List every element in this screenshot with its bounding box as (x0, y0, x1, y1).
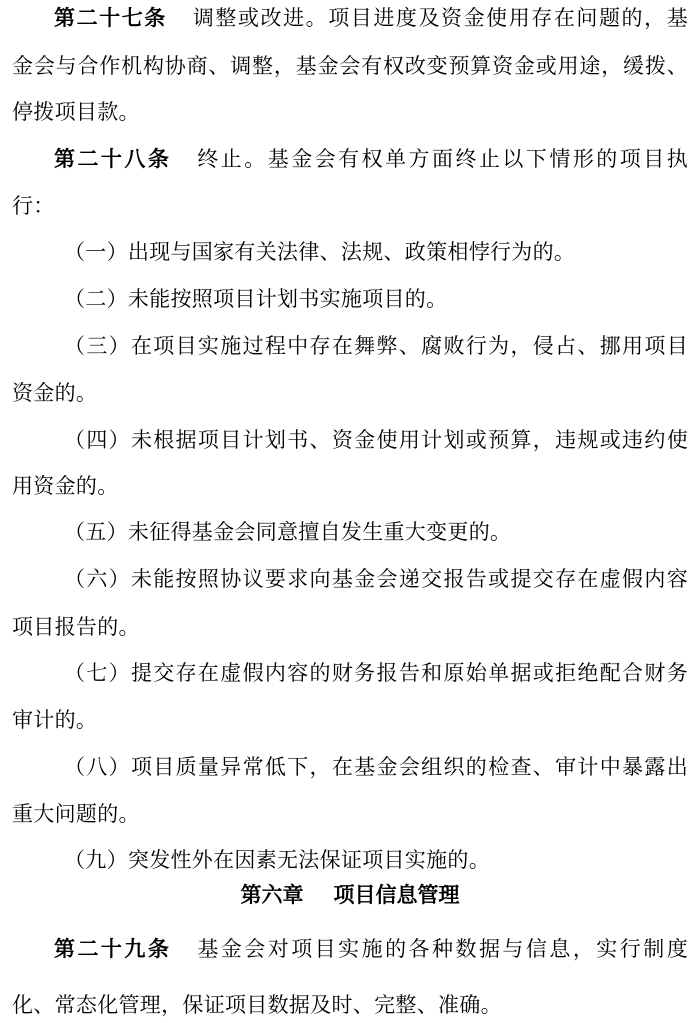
article-28-line-2: 行： (12, 194, 55, 218)
article-27-line-1 (54, 4, 688, 32)
article-27-line-3: 停拨项目款。 (12, 100, 140, 124)
item-7-line-2: 审计的。 (12, 708, 98, 732)
item-6-line-2: 项目报告的。 (12, 615, 140, 639)
item-4-line-1: （四）未根据项目计划书、资金使用计划或预算，违规或违约使 (64, 428, 688, 452)
item-7-line-1: （七）提交存在虚假内容的财务报告和原始单据或拒绝配合财务 (64, 661, 688, 685)
article-29-label: 第二十九条 (54, 937, 172, 961)
item-3-line-2: 资金的。 (12, 381, 98, 405)
item-2: （二）未能按照项目计划书实施项目的。 (64, 287, 448, 311)
article-27-text-1: 调整或改进。项目进度及资金使用存在问题的，基 (192, 6, 688, 30)
article-27-line-2: 金会与合作机构协商、调整，基金会有权改变预算资金或用途，缓拨、 (12, 54, 688, 78)
article-27-label: 第二十七条 (54, 6, 167, 30)
item-8-line-1: （八）项目质量异常低下，在基金会组织的检查、审计中暴露出 (64, 755, 688, 779)
chapter-title: 项目信息管理 (333, 883, 460, 907)
item-9: （九）突发性外在因素无法保证项目实施的。 (64, 848, 490, 872)
article-29-line-1 (54, 935, 688, 963)
article-28-line-1 (54, 145, 688, 173)
chapter-6-heading (0, 881, 700, 909)
item-4-line-2: 用资金的。 (12, 474, 119, 498)
item-6-line-1: （六）未能按照协议要求向基金会递交报告或提交存在虚假内容 (64, 567, 688, 591)
item-3-line-1: （三）在项目实施过程中存在舞弊、腐败行为，侵占、挪用项目 (64, 334, 688, 358)
item-5: （五）未征得基金会同意擅自发生重大变更的。 (64, 520, 512, 544)
article-28-label: 第二十八条 (54, 147, 172, 171)
chapter-number: 第六章 (240, 883, 304, 907)
item-1: （一）出现与国家有关法律、法规、政策相悖行为的。 (64, 240, 576, 264)
item-8-line-2: 重大问题的。 (12, 802, 140, 826)
article-29-text-1: 基金会对项目实施的各种数据与信息，实行制度 (197, 937, 688, 961)
article-28-text-1: 终止。基金会有权单方面终止以下情形的项目执 (197, 147, 688, 171)
article-29-line-2: 化、常态化管理，保证项目数据及时、完整、准确。 (12, 993, 502, 1017)
